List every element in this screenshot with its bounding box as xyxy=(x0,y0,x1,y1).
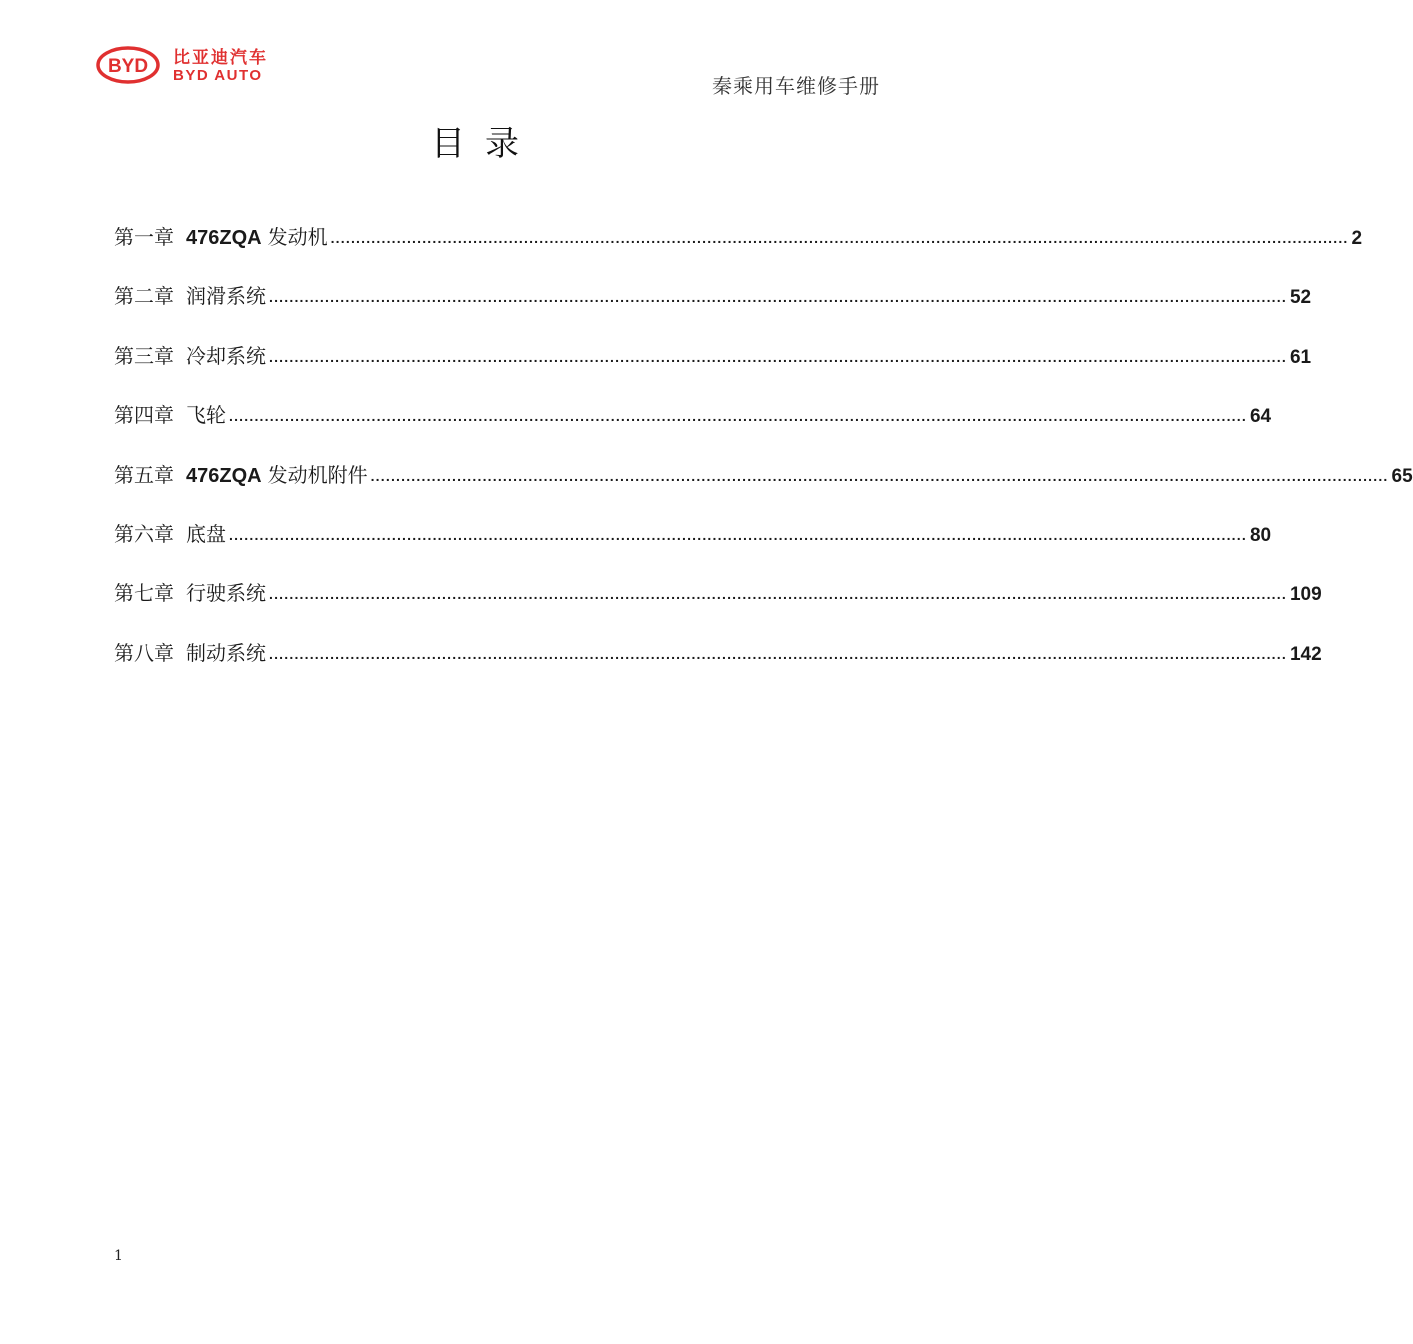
toc-chapter-title: 发动机 xyxy=(267,225,328,249)
toc-page-number: 142 xyxy=(1289,643,1322,665)
toc-chapter-label: 第一章 xyxy=(114,225,174,249)
toc-chapter-label: 第三章 xyxy=(114,343,174,368)
toc-chapter-label: 第二章 xyxy=(114,284,174,309)
toc-page-number: 109 xyxy=(1289,584,1322,606)
page-number: 1 xyxy=(114,1248,123,1264)
manual-title: 秦乘用车维修手册 xyxy=(712,74,880,98)
toc-page-number: 2 xyxy=(1351,228,1363,249)
logo-name-en: BYD AUTO xyxy=(173,67,263,84)
toc-page-number: 65 xyxy=(1391,465,1413,487)
page-title-char-2: 录 xyxy=(485,124,519,164)
toc-page-number: 61 xyxy=(1289,346,1312,368)
toc-chapter-title: 行驶系统 xyxy=(186,581,266,606)
toc-dot-leader: ........................................................................................................................................................................................................ xyxy=(330,230,1349,246)
toc-entry-chapter-1[interactable] xyxy=(114,220,1363,250)
byd-auto-logo xyxy=(96,44,286,86)
toc-entry-chapter-6[interactable] xyxy=(114,517,1272,547)
toc-entry-chapter-2[interactable] xyxy=(114,279,1312,309)
toc-chapter-title: 制动系统 xyxy=(186,640,266,665)
toc-page-number: 52 xyxy=(1289,287,1312,309)
toc-dot-leader: ........................................................................................................................................................................................................ xyxy=(269,645,1287,662)
toc-dot-leader: ........................................................................................................................................................................................................ xyxy=(269,348,1287,365)
toc-chapter-title: 润滑系统 xyxy=(186,284,266,309)
toc-chapter-title: 冷却系统 xyxy=(186,343,266,368)
toc-chapter-title: 飞轮 xyxy=(186,403,226,428)
toc-entry-chapter-8[interactable] xyxy=(114,636,1322,666)
toc-chapter-title: 底盘 xyxy=(186,521,226,546)
page-title-char-1: 目 xyxy=(431,124,465,164)
logo-emblem-text: BYD xyxy=(107,56,149,77)
toc-entry-chapter-5[interactable] xyxy=(114,458,1413,488)
table-of-contents xyxy=(114,220,1413,695)
toc-chapter-label: 第八章 xyxy=(114,640,174,665)
toc-entry-chapter-7[interactable] xyxy=(114,576,1322,606)
toc-chapter-code: 476ZQA xyxy=(186,464,262,487)
toc-chapter-code: 476ZQA xyxy=(186,227,262,249)
toc-entry-chapter-3[interactable] xyxy=(114,339,1312,369)
toc-dot-leader: ........................................................................................................................................................................................................ xyxy=(370,467,1389,484)
toc-chapter-label: 第六章 xyxy=(114,521,174,546)
byd-logo-icon xyxy=(96,44,286,86)
toc-dot-leader: ........................................................................................................................................................................................................ xyxy=(269,586,1287,603)
page-title xyxy=(0,116,950,165)
toc-entry-chapter-4[interactable] xyxy=(114,398,1272,428)
logo-name-cn: 比亚迪汽车 xyxy=(173,48,268,68)
toc-dot-leader: ........................................................................................................................................................................................................ xyxy=(229,408,1247,425)
toc-page-number: 80 xyxy=(1249,524,1272,546)
toc-dot-leader: ........................................................................................................................................................................................................ xyxy=(269,289,1287,306)
toc-chapter-label: 第四章 xyxy=(114,403,174,428)
toc-page-number: 64 xyxy=(1249,406,1272,428)
toc-chapter-label: 第五章 xyxy=(114,462,174,487)
toc-chapter-label: 第七章 xyxy=(114,581,174,606)
toc-chapter-title: 发动机附件 xyxy=(267,462,368,487)
toc-dot-leader: ........................................................................................................................................................................................................ xyxy=(229,526,1247,543)
